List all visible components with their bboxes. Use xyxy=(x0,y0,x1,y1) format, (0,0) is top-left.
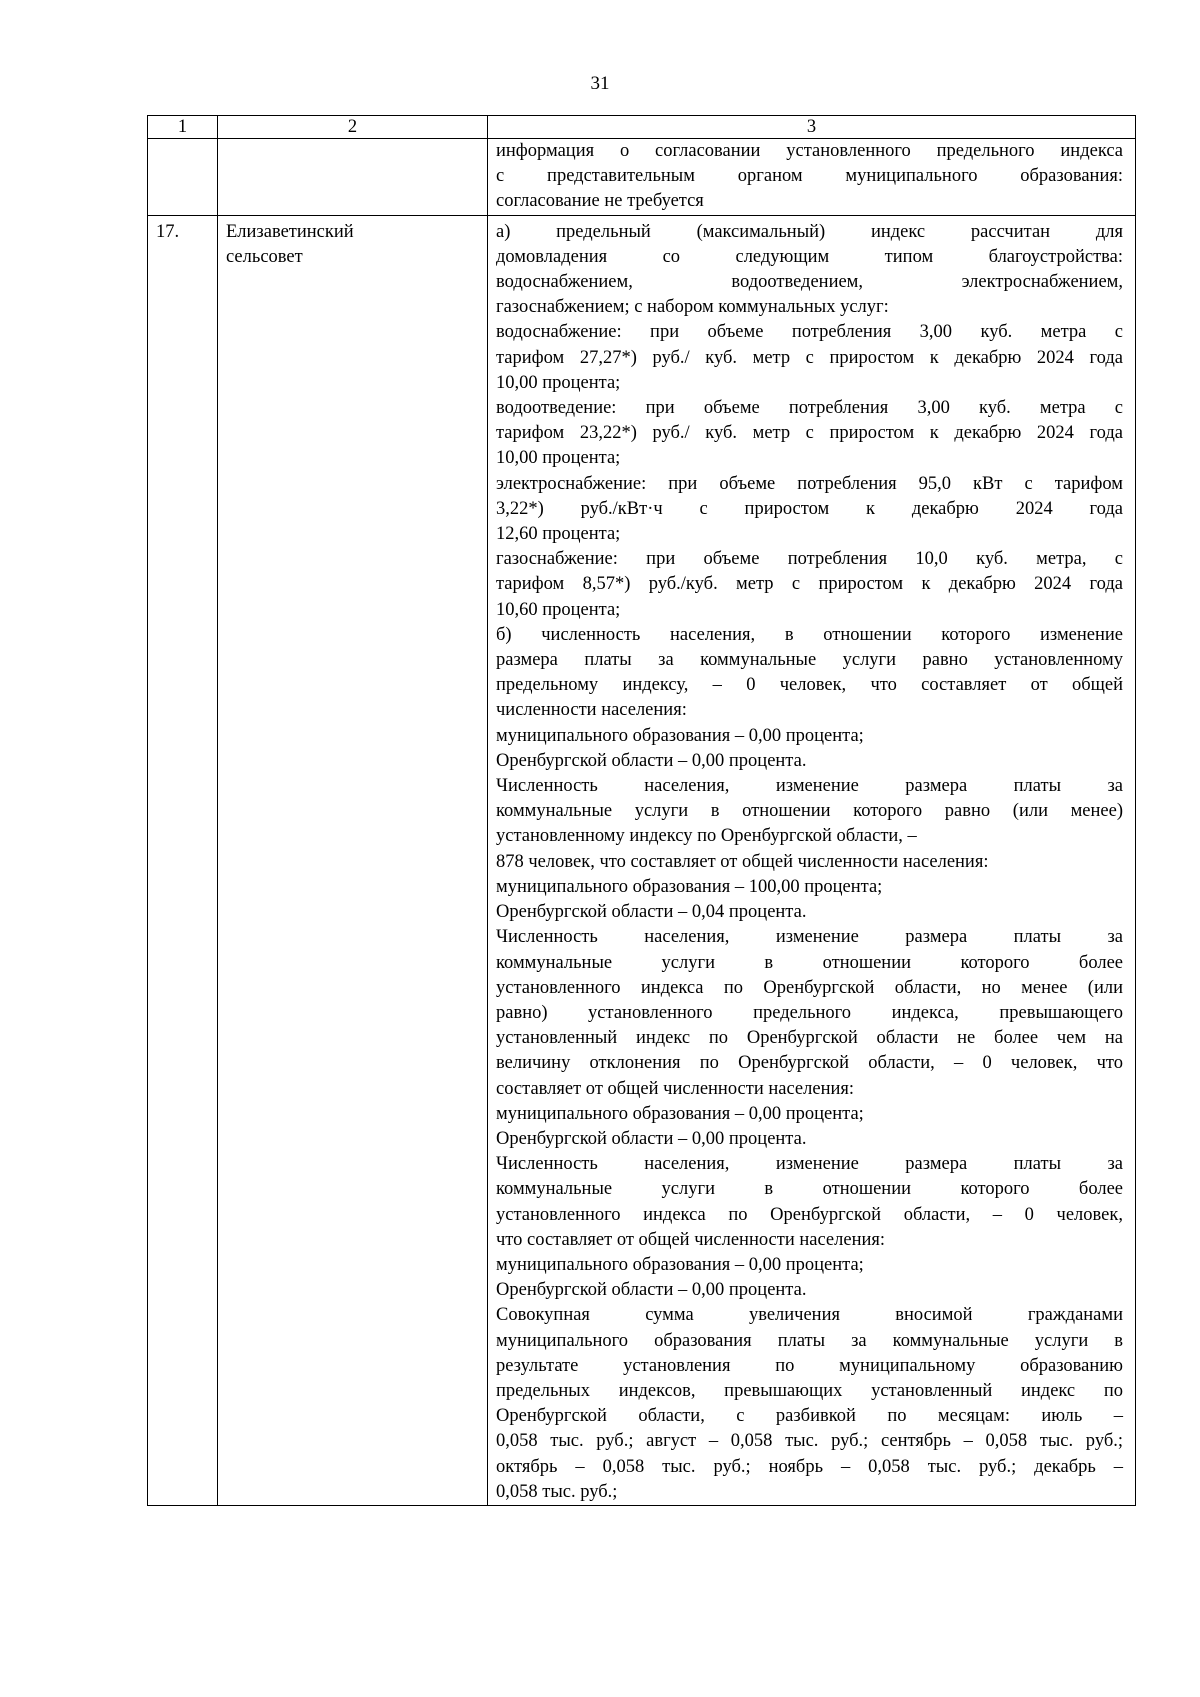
text-line: что составляет от общей численности населения: xyxy=(496,1229,886,1250)
text-line: Оренбургской области – 0,00 процента. xyxy=(496,750,807,771)
row-number-cell: 17. xyxy=(148,215,218,1505)
text-line: газоснабжением; с набором коммунальных услуг: xyxy=(496,297,889,318)
municipality-name-line: сельсовет xyxy=(226,246,303,267)
details-cell xyxy=(488,215,1136,1505)
text-line: Численность населения, изменение размера платы за xyxy=(496,776,1123,797)
text-line: муниципального образования – 0,00 процента; xyxy=(496,1103,864,1124)
details-cell xyxy=(488,139,1136,216)
text-line: муниципального образования платы за коммунальные услуги в xyxy=(496,1330,1123,1351)
column-header-1: 1 xyxy=(148,116,218,139)
text-line: коммунальные услуги в отношении которого более xyxy=(496,952,1123,973)
text-line: Совокупная сумма увеличения вносимой гражданами xyxy=(496,1305,1123,1326)
text-line: Оренбургской области, с разбивкой по месяцам: июль – xyxy=(496,1406,1123,1427)
text-line: газоснабжение: при объеме потребления 10,0 куб. метра, с xyxy=(496,549,1123,570)
text-line: тарифом 27,27*) руб./ куб. метр с приростом к декабрю 2024 года xyxy=(496,347,1123,368)
text-line: б) численность населения, в отношении которого изменение xyxy=(496,624,1123,645)
text-line: установленного индекса по Оренбургской области, но менее (или xyxy=(496,977,1123,998)
text-line: Численность населения, изменение размера платы за xyxy=(496,1154,1123,1175)
text-line: водоснабжением, водоотведением, электроснабжением, xyxy=(496,272,1123,293)
text-line: 10,00 процента; xyxy=(496,372,621,393)
text-line: Оренбургской области – 0,00 процента. xyxy=(496,1128,807,1149)
text-line: предельному индексу, – 0 человек, что составляет от общей xyxy=(496,675,1123,696)
text-line: тарифом 8,57*) руб./куб. метр с приростом к декабрю 2024 года xyxy=(496,574,1123,595)
text-line: домовладения со следующим типом благоустройства: xyxy=(496,246,1123,267)
text-line: Оренбургской области – 0,00 процента. xyxy=(496,1280,807,1301)
data-table xyxy=(147,115,1136,1506)
text-line: тарифом 23,22*) руб./ куб. метр с приростом к декабрю 2024 года xyxy=(496,423,1123,444)
page-number: 31 xyxy=(590,73,610,94)
column-header-2: 2 xyxy=(218,116,488,139)
text-line: коммунальные услуги в отношении которого более xyxy=(496,1179,1123,1200)
column-header-3: 3 xyxy=(488,116,1136,139)
text-line: 10,60 процента; xyxy=(496,599,621,620)
text-line: предельных индексов, превышающих установленный индекс по xyxy=(496,1380,1123,1401)
text-line: 878 человек, что составляет от общей численности населения: xyxy=(496,851,989,872)
municipality-cell xyxy=(218,139,488,216)
text-line: равно) установленного предельного индекса, превышающего xyxy=(496,1002,1123,1023)
municipality-cell xyxy=(218,215,488,1505)
text-line: с представительным органом муниципального образования: xyxy=(496,166,1123,187)
table-row-continuation xyxy=(148,139,1136,216)
text-line: коммунальные услуги в отношении которого равно (или менее) xyxy=(496,801,1123,822)
text-line: 3,22*) руб./кВт·ч с приростом к декабрю 2024 года xyxy=(496,498,1123,519)
text-line: результате установления по муниципальному образованию xyxy=(496,1355,1123,1376)
text-line: согласование не требуется xyxy=(496,191,704,212)
text-line: размера платы за коммунальные услуги равно установленному xyxy=(496,650,1123,671)
text-line: водоотведение: при объеме потребления 3,00 куб. метра с xyxy=(496,398,1123,419)
text-line: Численность населения, изменение размера платы за xyxy=(496,927,1123,948)
table-header-row xyxy=(148,116,1136,139)
text-line: муниципального образования – 0,00 процента; xyxy=(496,725,864,746)
text-line: электроснабжение: при объеме потребления 95,0 кВт с тарифом xyxy=(496,473,1123,494)
text-line: муниципального образования – 100,00 процента; xyxy=(496,876,883,897)
municipality-name-line: Елизаветинский xyxy=(226,221,354,242)
text-line: октябрь – 0,058 тыс. руб.; ноябрь – 0,058 тыс. руб.; декабрь – xyxy=(496,1456,1123,1477)
text-line: составляет от общей численности населения: xyxy=(496,1078,855,1099)
text-line: установленный индекс по Оренбургской области не более чем на xyxy=(496,1028,1123,1049)
text-line: а) предельный (максимальный) индекс рассчитан для xyxy=(496,221,1123,242)
text-line: муниципального образования – 0,00 процента; xyxy=(496,1254,864,1275)
text-line: установленному индексу по Оренбургской области, – xyxy=(496,826,917,847)
text-line: численности населения: xyxy=(496,700,687,721)
text-line: 0,058 тыс. руб.; август – 0,058 тыс. руб.; сентябрь – 0,058 тыс. руб.; xyxy=(496,1431,1123,1452)
row-number-cell xyxy=(148,139,218,216)
text-line: 12,60 процента; xyxy=(496,524,621,545)
text-line: водоснабжение: при объеме потребления 3,00 куб. метра с xyxy=(496,322,1123,343)
text-line: величину отклонения по Оренбургской области, – 0 человек, что xyxy=(496,1053,1123,1074)
text-line: 10,00 процента; xyxy=(496,448,621,469)
text-line: информация о согласовании установленного предельного индекса xyxy=(496,141,1123,161)
text-line: Оренбургской области – 0,04 процента. xyxy=(496,902,807,923)
table-row-17 xyxy=(148,215,1136,1505)
text-line: установленного индекса по Оренбургской области, – 0 человек, xyxy=(496,1204,1123,1225)
text-line: 0,058 тыс. руб.; xyxy=(496,1481,618,1502)
